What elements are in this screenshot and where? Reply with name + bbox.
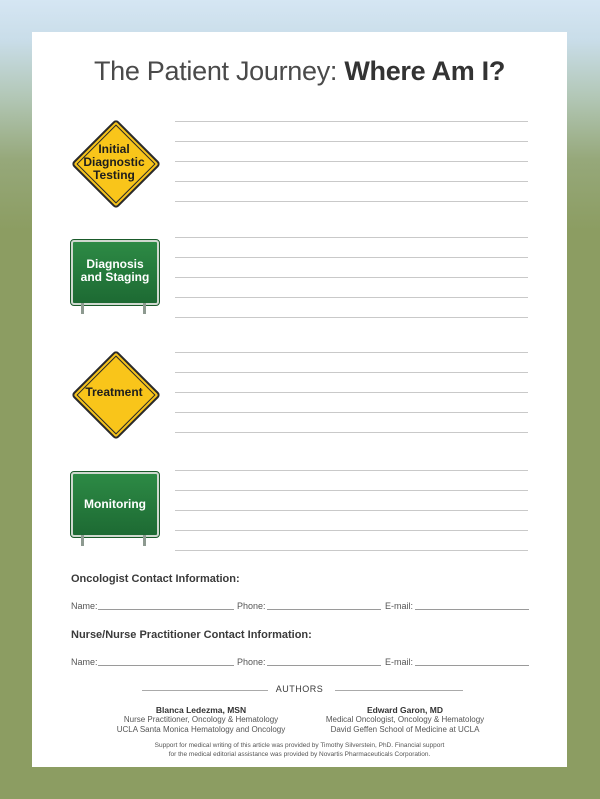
title-bold: Where Am I? — [344, 56, 506, 86]
author-name: Edward Garon, MD — [366, 705, 444, 715]
stage-sign-label: Diagnosis and Staging — [80, 257, 150, 284]
stage-sign-label: Initial Diagnostic Testing — [83, 142, 145, 182]
stage-sign-label: Treatment — [85, 385, 143, 399]
worksheet-page — [32, 32, 567, 767]
support-statement: Support for medical writing of this article was provided by Timothy Silverstein, PhD. Financial support for the medical editorial assistance was provided by Novartis Pharmaceuticals Corporation. — [154, 742, 445, 758]
author-role: Medical Oncologist, Oncology & Hematology — [325, 715, 485, 724]
stage-sign-label: Monitoring — [84, 497, 146, 511]
title-regular: The Patient Journey: — [93, 56, 338, 86]
phone-field[interactable] — [267, 609, 381, 610]
author-2 — [280, 705, 530, 735]
oncologist-contact-heading: Oncologist Contact Information: — [71, 573, 240, 585]
green-road-sign — [71, 472, 159, 547]
phone-field[interactable] — [267, 665, 381, 666]
email-field[interactable] — [415, 609, 529, 610]
authors-divider-right — [335, 690, 463, 691]
authors-heading: AUTHORS — [275, 684, 324, 694]
diamond-road-sign — [70, 349, 158, 437]
author-affiliation: UCLA Santa Monica Hematology and Oncology — [116, 725, 286, 734]
phone-label: Phone: — [237, 601, 266, 611]
name-field[interactable] — [98, 665, 234, 666]
nurse-contact-heading: Nurse/Nurse Practitioner Contact Information: — [71, 629, 312, 641]
name-label: Name: — [71, 657, 98, 667]
name-label: Name: — [71, 601, 98, 611]
author-name: Blanca Ledezma, MSN — [155, 705, 247, 715]
page-title — [32, 56, 567, 87]
green-road-sign — [71, 240, 159, 315]
email-field[interactable] — [415, 665, 529, 666]
author-role: Nurse Practitioner, Oncology & Hematology — [123, 715, 279, 724]
diamond-road-sign — [70, 118, 158, 206]
phone-label: Phone: — [237, 657, 266, 667]
author-affiliation: David Geffen School of Medicine at UCLA — [330, 725, 480, 734]
email-label: E-mail: — [385, 601, 414, 611]
email-label: E-mail: — [385, 657, 414, 667]
name-field[interactable] — [98, 609, 234, 610]
